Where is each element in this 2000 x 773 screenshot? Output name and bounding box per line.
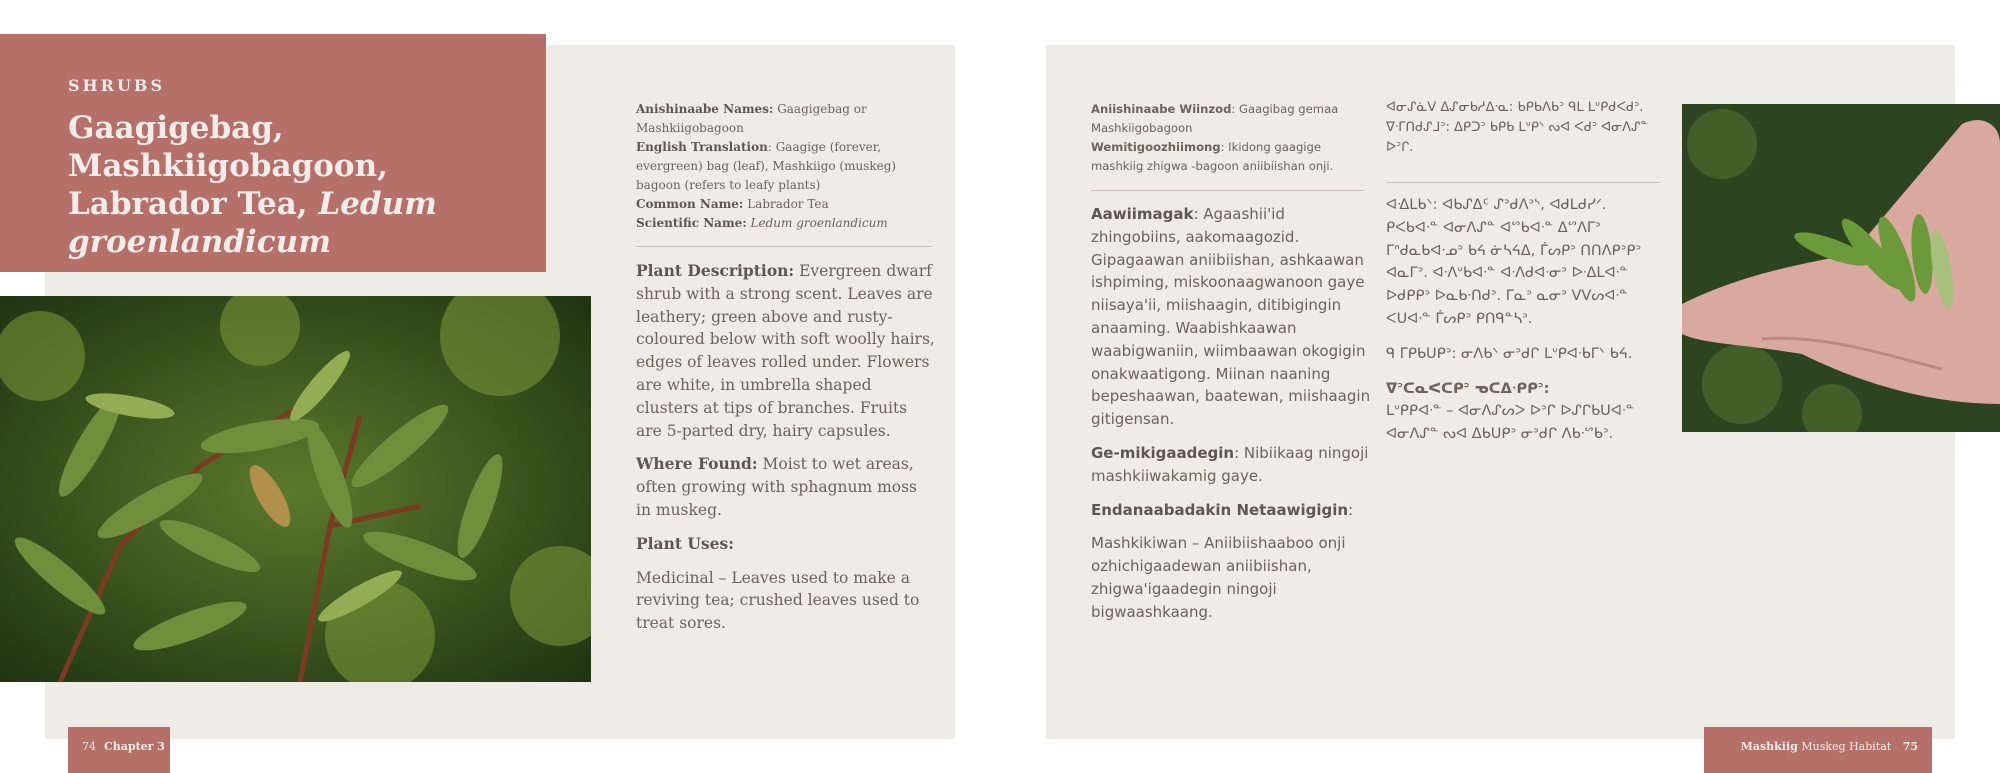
wemitig-value: : Ikidong gaagige mashkiig zhigwa -bagoon aniibiishan onji. — [1091, 140, 1334, 173]
scientific-name-value: Ledum groenlandicum — [750, 216, 888, 230]
common-name — [636, 195, 936, 214]
aawiimagak-label: Aawiimagak — [1091, 205, 1194, 223]
common-name-value: Labrador Tea — [743, 197, 829, 211]
syllabics-meta: ᐊᓂᔑᓈᐯ ᐃᔑᓂᑲᓱᐃᐧᓇ: ᑲᑭᑲᐱᑲᐣ ᑫᒪ ᒪᐡᑭᑯᐸᑯᐣ. ᐁᐧᒥᑎᑯᔑᒧᐣ: ᐃᑭᑐᐣ ᑲᑭᑲ ᒪᐡᑭᐠ ᔓᐊ ᐸᑯᐣ ᐊᓂᐱᔑᓐ ᐅᐣᒋ. — [1386, 100, 1649, 155]
syllabics-paragraph-3-text: ᒪᐡᑭᑭᐊᐧᓐ – ᐊᓂᐱᔑᔕᐳ ᐅᐣᒋ ᐅᔑᒋᑲᑌᐊᐧᓐ ᐊᓂᐱᔑᓐ ᔓᐊ ᐃᑲᑌᑭᐣ ᓂᐣᑯᒋ ᐱᑲᐧᔥᑲᐣ. — [1386, 403, 1635, 443]
aawiimagak — [1091, 203, 1371, 431]
english-translation — [636, 138, 936, 195]
ge-mikigaadegin-text: : Nibiikaag ningoji mashkiiwakamig gaye. — [1091, 443, 1369, 485]
syllabics-paragraph-3 — [1386, 378, 1656, 446]
left-divider — [636, 246, 932, 247]
syllabics-divider — [1386, 182, 1660, 183]
endanaabadakin-label: Endanaabadakin Netaawigigin — [1091, 500, 1349, 519]
left-meta-block — [636, 100, 936, 233]
right-page-number: 75 — [1902, 740, 1918, 753]
ge-mikigaadegin — [1091, 442, 1371, 488]
title-line-2: Mashkiigobagoon, — [68, 148, 388, 184]
english-translation-label: English Translation — [636, 140, 768, 154]
wemitig — [1091, 138, 1371, 176]
anishinaabe-names-label: Anishinaabe Names: — [636, 102, 774, 116]
wiinzod-value: : Gaagibag gemaa Mashkiigobagoon — [1091, 102, 1339, 135]
leaves-in-hand-photo — [1682, 104, 2000, 432]
where-found-label: Where Found: — [636, 454, 758, 474]
aawiimagak-text: : Agaashii'id zhingobiins, aakomaagozid. Gipagaawan aniibiishan, ashkaawan ishpiming, miskoonaagwanoon gaye niisaya'ii, miishaagin, ditibigingin anaaming. Waabishkaawan waabigwaniin, wiimbaawan okogigin onakwaatigong. Miinan naaning bepeshaawan, baatewan, miishaagin gitigensan. — [1091, 205, 1371, 429]
wemitig-label: Wemitigoozhiimong — [1091, 140, 1221, 154]
endanaabadakin-text: Mashkikiwan – Aniibiishaaboo onji ozhichigaadewan aniibiishan, zhigwa'igaadegin ningoji bigwaashkaang. — [1091, 534, 1346, 621]
plant-description-text: Evergreen dwarf shrub with a strong scent. Leaves are leathery; green above and rusty-coloured below with soft woolly hairs, edges of leaves rolled under. Flowers are white, in umbrella shaped clusters at tips of branches. Fruits are 5-parted dry, hairy capsules. — [636, 262, 935, 440]
scientific-name — [636, 214, 936, 233]
labrador-tea-shrub-photo — [0, 296, 591, 682]
endanaabadakin-colon: : — [1348, 500, 1354, 519]
right-divider — [1091, 190, 1364, 191]
plant-uses-text: Medicinal – Leaves used to make a reviving tea; crushed leaves used to treat sores. — [636, 568, 920, 633]
category-heading: SHRUBS — [68, 76, 165, 95]
plant-title — [68, 109, 526, 261]
plant-description — [636, 260, 936, 442]
footer-section-title: Mashkiig — [1740, 740, 1798, 753]
anishinaabe-names — [636, 100, 936, 138]
right-body — [1091, 203, 1371, 635]
where-found — [636, 453, 936, 521]
syllabics-body — [1386, 194, 1656, 458]
title-line-3 — [68, 185, 526, 223]
left-body — [636, 260, 936, 646]
common-name-label: Common Name: — [636, 197, 744, 211]
left-footer-tab — [68, 727, 170, 773]
endanaabadakin-heading — [1091, 499, 1371, 522]
chapter-label: Chapter 3 — [104, 740, 165, 753]
right-meta-block — [1091, 100, 1371, 176]
english-translation-value: : Gaagige (forever, evergreen) bag (leaf), Mashkiigo (muskeg) bagoon (refers to leafy plants) — [636, 140, 897, 192]
left-page-number: 74 — [82, 740, 96, 753]
plant-description-label: Plant Description: — [636, 261, 795, 280]
plant-uses-heading — [636, 533, 936, 556]
title-species: groenlandicum — [68, 224, 332, 260]
syllabics-paragraph-3-label: ᐁᐣᑕᓇᐸᑕᑭᐣ ᓀᑕᐃᐧᑭᑭᐣ: — [1386, 380, 1550, 397]
syllabics-paragraph-1: ᐊᐎᒪᑲᐠ: ᐊᑲᔑᐃᑦ ᔑᐣᑯᐱᐣᔅ, ᐊᑯᒪᑯᓯᐟ. ᑭᐸᑲᐊᐧᓐ ᐊᓂᐱᔑᓐ ᐊᔥᑲᐊᐧᓐ ᐃᔥᐱᒥᐣ ᒥᐢᑯᓇᑲᐊᐧᓄᐣ ᑲᔦ ᓃᓴᔦᐃ, ᒦᔕᑭᐣ ᑎᑎᐱᑭᐣᑭᐣ ᐊᓇᒥᐣ. ᐊᐧᐱᐡᑲᐊᐧᓐ ᐊᐧᐱᑯᐊᐧᓂᐣ ᐅᐧᐃᒪᐊᐧᓐ ᐅᑯᑭᑭᐣ ᐅᓇᑲᐧᑎᑯᐣ. ᒥᓇᐣ ᓇᓂᐣ ᐯᐯᔕᐊᐧᓐ ᐸᑌᐊᐧᓐ ᒦᔕᑭᐣ ᑭᑎᑫᓐᓴᐣ. — [1386, 197, 1642, 327]
plant-uses-label: Plant Uses: — [636, 533, 734, 553]
scientific-name-label: Scientific Name: — [636, 216, 747, 230]
title-line-1: Gaagigebag, — [68, 110, 284, 146]
title-block — [0, 34, 546, 272]
right-footer-tab — [1704, 727, 1932, 773]
title-genus: Ledum — [318, 186, 437, 222]
ge-mikigaadegin-label: Ge-mikigaadegin — [1091, 443, 1235, 462]
title-line-4 — [68, 223, 526, 261]
footer-section-subtitle: Muskeg Habitat — [1801, 740, 1892, 753]
title-common-name: Labrador Tea, — [68, 186, 319, 222]
anishinaabe-names-value: Gaagigebag or Mashkiigobagoon — [636, 102, 867, 135]
where-found-text: Moist to wet areas, often growing with sphagnum moss in muskeg. — [636, 455, 918, 519]
syllabics-paragraph-2: ᑫ ᒥᑭᑲᑌᑭᐣ: ᓂᐱᑲᐠ ᓂᐣᑯᒋ ᒪᐡᑭᐊᐧᑲᒥᐠ ᑲᔦ. — [1386, 345, 1633, 362]
wiinzod-label: Aniishinaabe Wiinzod — [1091, 102, 1232, 116]
wiinzod — [1091, 100, 1371, 138]
